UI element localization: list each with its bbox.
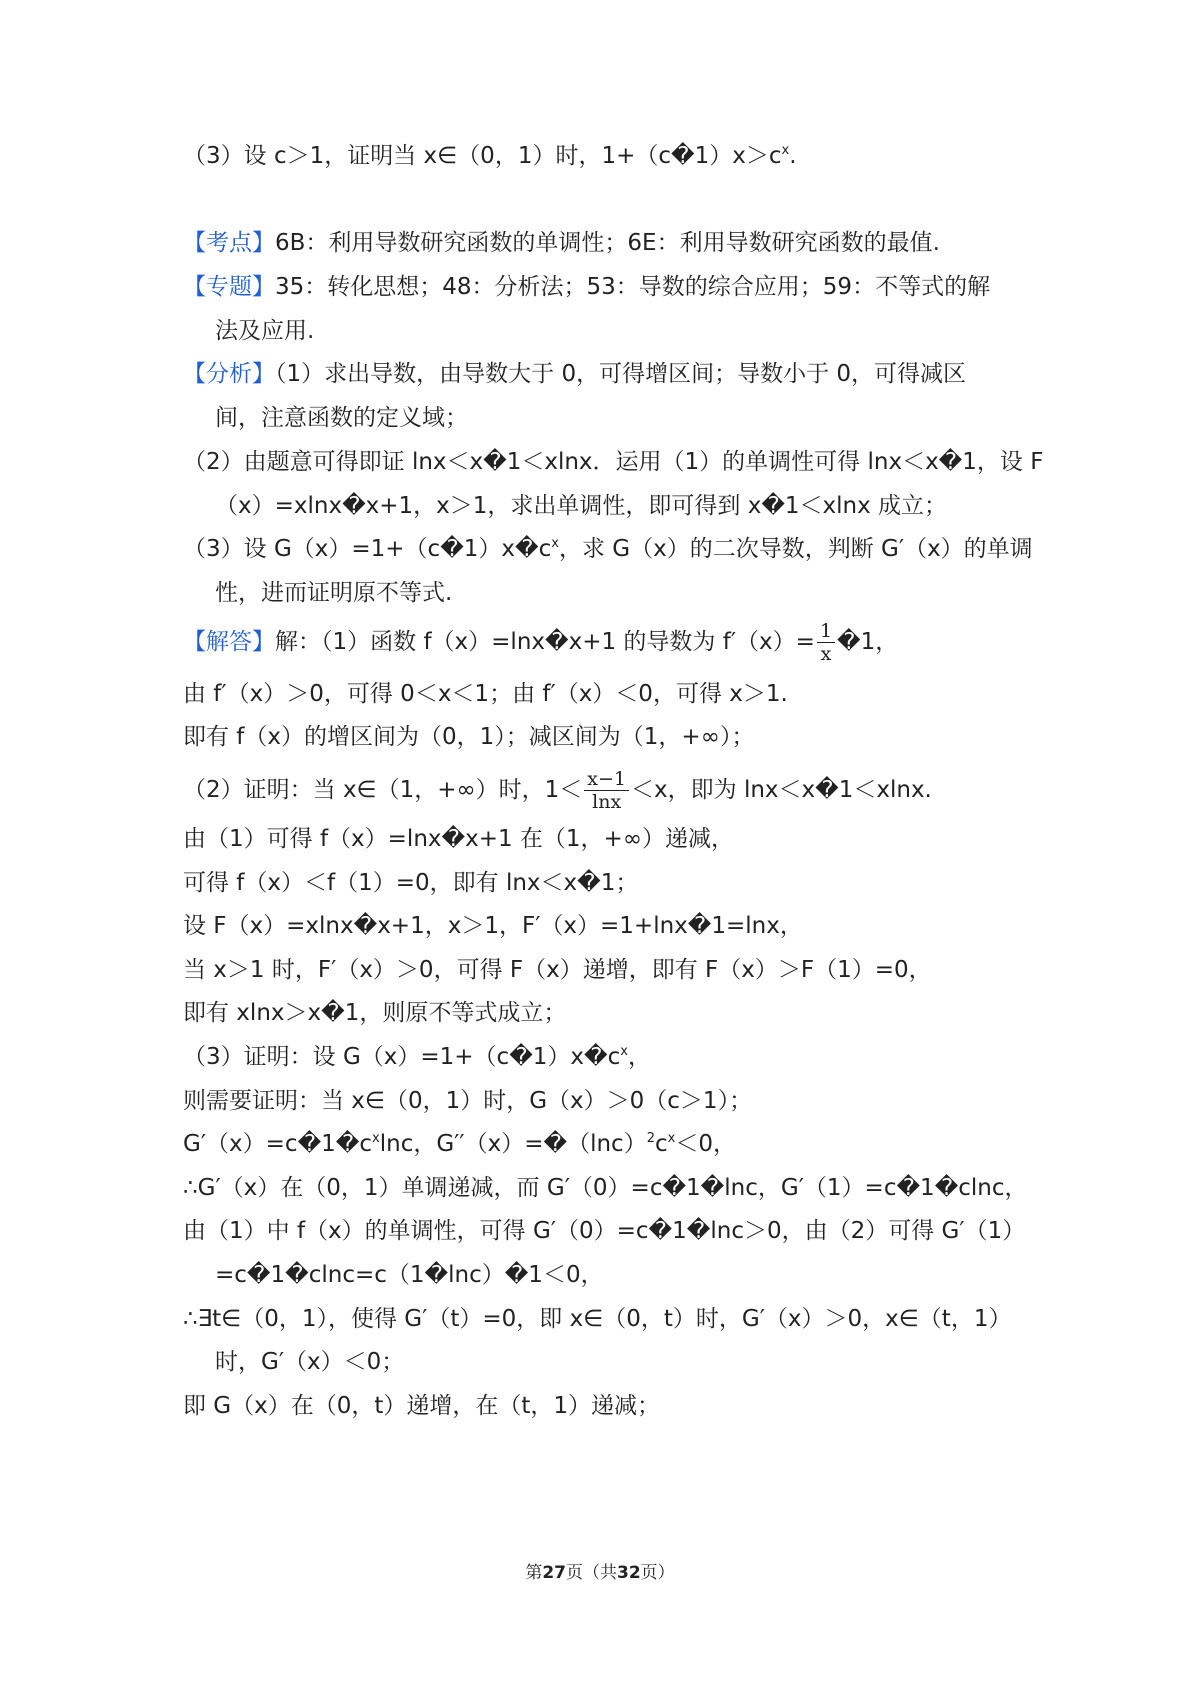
question-3: （3）设 c＞1，证明当 x∈（0，1）时，$1+(c�1)x>c^x$. xyxy=(183,143,797,169)
fenxi-line-4: （x）=xlnx�x+1，x＞1，求出单调性，即可得到 x�1＜xlnx 成立； xyxy=(215,493,948,519)
kaodian-line: 【考点】6B：利用导数研究函数的单调性；6E：利用导数研究函数的最值. xyxy=(183,230,940,256)
fraction-x-minus-1-over-lnx: $\frac{x-1}{\ln x}$ xyxy=(584,768,629,813)
jieda-line-5: 由（1）可得 f（x）=lnx�x+1 在（1，+∞）递减， xyxy=(183,826,734,852)
jieda-line-16: ∴∃t∈（0，1），使得 G′（t）=0，即 x∈（0，t）时，G′（x）＞0，x∈（t，1） xyxy=(183,1306,1012,1332)
page-number: 27 xyxy=(542,1563,566,1583)
zhuanti-line: 【专题】35：转化思想；48：分析法；53：导数的综合应用；59：不等式的解 xyxy=(183,274,991,300)
jieda-line-4: （2）证明：当 x∈（1，+∞）时，1＜ $\frac{x-1}{\ln x}$ ＜x，即为 lnx＜x�1＜xlnx. xyxy=(183,768,932,813)
fraction-1-over-x: $\frac{1}{x}$ xyxy=(817,620,835,665)
fenxi-line-5: （3）设 $G(x)=1+(c�1)x�c^x$，求 G（x）的二次导数，判断 G′（x）的单调 xyxy=(183,536,1033,562)
jieda-line-9: 即有 xlnx＞x�1，则原不等式成立； xyxy=(183,1000,567,1026)
kaodian-tag: 【考点】 xyxy=(183,230,275,256)
jieda-line-14: 由（1）中 f（x）的单调性，可得 G′（0）=c�1�lnc＞0，由（2）可得 G′（1） xyxy=(183,1218,1026,1244)
fenxi-line-3: （2）由题意可得即证 lnx＜x�1＜xlnx．运用（1）的单调性可得 lnx＜x�1，设 F xyxy=(183,449,1044,475)
fenxi-tag: 【分析】 xyxy=(183,361,275,387)
jieda-tag: 【解答】 xyxy=(183,629,275,655)
jieda-line-8: 当 x＞1 时，F′（x）＞0，可得 F（x）递增，即有 F（x）＞F（1）=0， xyxy=(183,957,932,983)
zhuanti-line-2: 法及应用. xyxy=(215,318,315,344)
jieda-line-6: 可得 f（x）＜f（1）=0，即有 lnx＜x�1； xyxy=(183,870,639,896)
jieda-line-13: ∴G′（x）在（0，1）单调递减，而 G′（0）=c�1�lnc，G′（1）=c�1�clnc， xyxy=(183,1175,1028,1201)
fenxi-line-6: 性，进而证明原不等式. xyxy=(215,580,453,606)
jieda-line-3: 即有 f（x）的增区间为（0，1）；减区间为（1，+∞）； xyxy=(183,724,755,750)
jieda-line-2: 由 f′（x）＞0，可得 0＜x＜1；由 f′（x）＜0，可得 x＞1. xyxy=(183,681,788,707)
jieda-line-17: 时，G′（x）＜0； xyxy=(215,1349,405,1375)
jieda-line-15: =c�1�clnc=c（1�lnc）�1＜0， xyxy=(215,1262,604,1288)
zhuanti-tag: 【专题】 xyxy=(183,274,275,300)
jieda-line-7: 设 F（x）=xlnx�x+1，x＞1，F′（x）=1+lnx�1=lnx， xyxy=(183,913,803,939)
page-total: 32 xyxy=(617,1563,641,1583)
jieda-line-18: 即 G（x）在（0，t）递增，在（t，1）递减； xyxy=(183,1393,661,1419)
jieda-line-1: 【解答】解：（1）函数 f（x）=lnx�x+1 的导数为 f′（x）= $\frac{1}{x}$ �1， xyxy=(183,620,899,665)
jieda-line-10: （3）证明：设 $G(x)=1+(c�1)x�c^x$， xyxy=(183,1044,651,1070)
fenxi-line: 【分析】（1）求出导数，由导数大于 0，可得增区间；导数小于 0，可得减区 xyxy=(183,361,967,387)
jieda-line-11: 则需要证明：当 x∈（0，1）时，G（x）＞0（c＞1）； xyxy=(183,1088,753,1114)
fenxi-line-2: 间，注意函数的定义域； xyxy=(215,405,468,431)
page-footer: 第27页（共32页） xyxy=(525,1563,675,1583)
jieda-line-12: $G'(x)=c�1�c^x\ln c$，$G''(x)=�(\ln c)^2c^x<0$， xyxy=(183,1131,736,1157)
